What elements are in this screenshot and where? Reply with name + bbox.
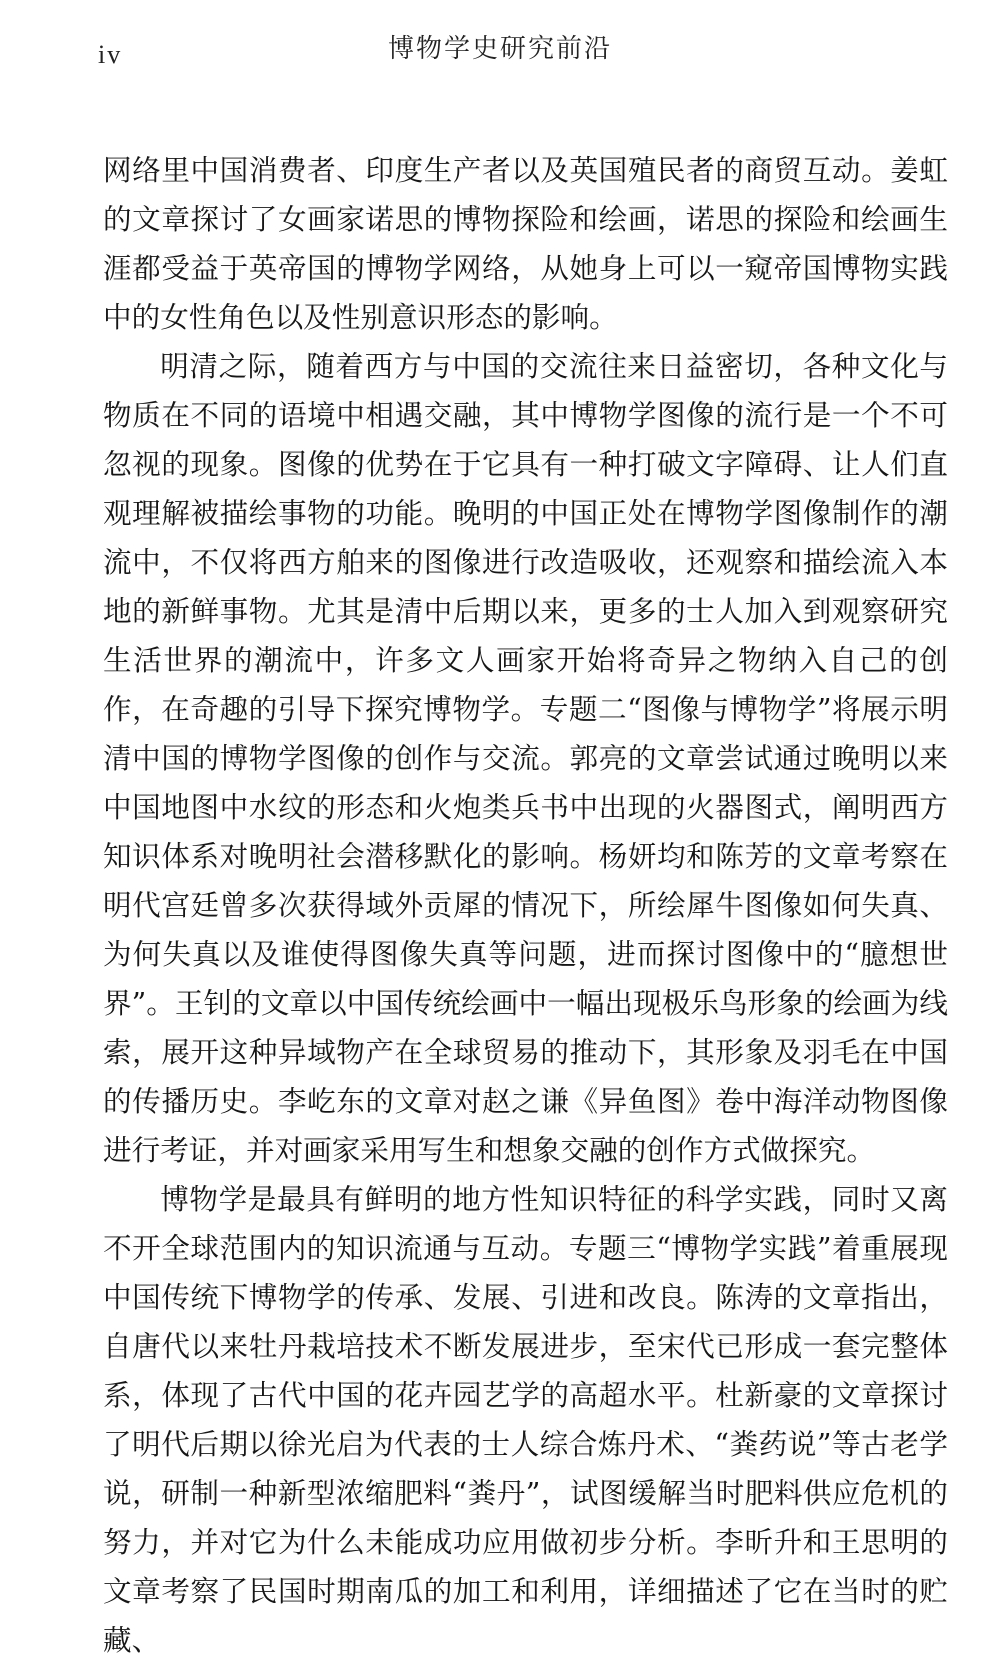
page-number: iv: [98, 40, 123, 69]
body-text: [103, 146, 948, 1665]
paragraph-2: 明清之际，随着西方与中国的交流往来日益密切，各种文化与物质在不同的语境中相遇交融，其中博物学图像的流行是一个不可忽视的现象。图像的优势在于它具有一种打破文字障碍、让人们直观理解被描绘事物的功能。晚明的中国正处在博物学图像制作的潮流中，不仅将西方舶来的图像进行改造吸收，还观察和描绘流入本地的新鲜事物。尤其是清中后期以来，更多的士人加入到观察研究生活世界的潮流中，许多文人画家开始将奇异之物纳入自己的创作，在奇趣的引导下探究博物学。专题二“图像与博物学”将展示明清中国的博物学图像的创作与交流。郭亮的文章尝试通过晚明以来中国地图中水纹的形态和火炮类兵书中出现的火器图式，阐明西方知识体系对晚明社会潜移默化的影响。杨妍均和陈芳的文章考察在明代宫廷曾多次获得域外贡犀的情况下，所绘犀牛图像如何失真、为何失真以及谁使得图像失真等问题，进而探讨图像中的“臆想世界”。王钊的文章以中国传统绘画中一幅出现极乐鸟形象的绘画为线索，展开这种异域物产在全球贸易的推动下，其形象及羽毛在中国的传播历史。李屹东的文章对赵之谦《异鱼图》卷中海洋动物图像进行考证，并对画家采用写生和想象交融的创作方式做探究。: [103, 349, 948, 1167]
running-head: 博物学史研究前沿: [387, 34, 612, 64]
paragraph-3: 博物学是最具有鲜明的地方性知识特征的科学实践，同时又离不开全球范围内的知识流通与互动。专题三“博物学实践”着重展现中国传统下博物学的传承、发展、引进和改良。陈涛的文章指出，自唐代以来牡丹栽培技术不断发展进步，至宋代已形成一套完整体系，体现了古代中国的花卉园艺学的高超水平。杜新豪的文章探讨了明代后期以徐光启为代表的士人综合炼丹术、“粪药说”等古老学说，研制一种新型浓缩肥料“粪丹”，试图缓解当时肥料供应危机的努力，并对它为什么未能成功应用做初步分析。李昕升和王思明的文章考察了民国时期南瓜的加工和利用，详细描述了它在当时的贮藏、: [103, 1182, 948, 1657]
paragraph-1: 网络里中国消费者、印度生产者以及英国殖民者的商贸互动。姜虹的文章探讨了女画家诺思的博物探险和绘画，诺思的探险和绘画生涯都受益于英帝国的博物学网络，从她身上可以一窥帝国博物实践中的女性角色以及性别意识形态的影响。: [103, 153, 948, 334]
